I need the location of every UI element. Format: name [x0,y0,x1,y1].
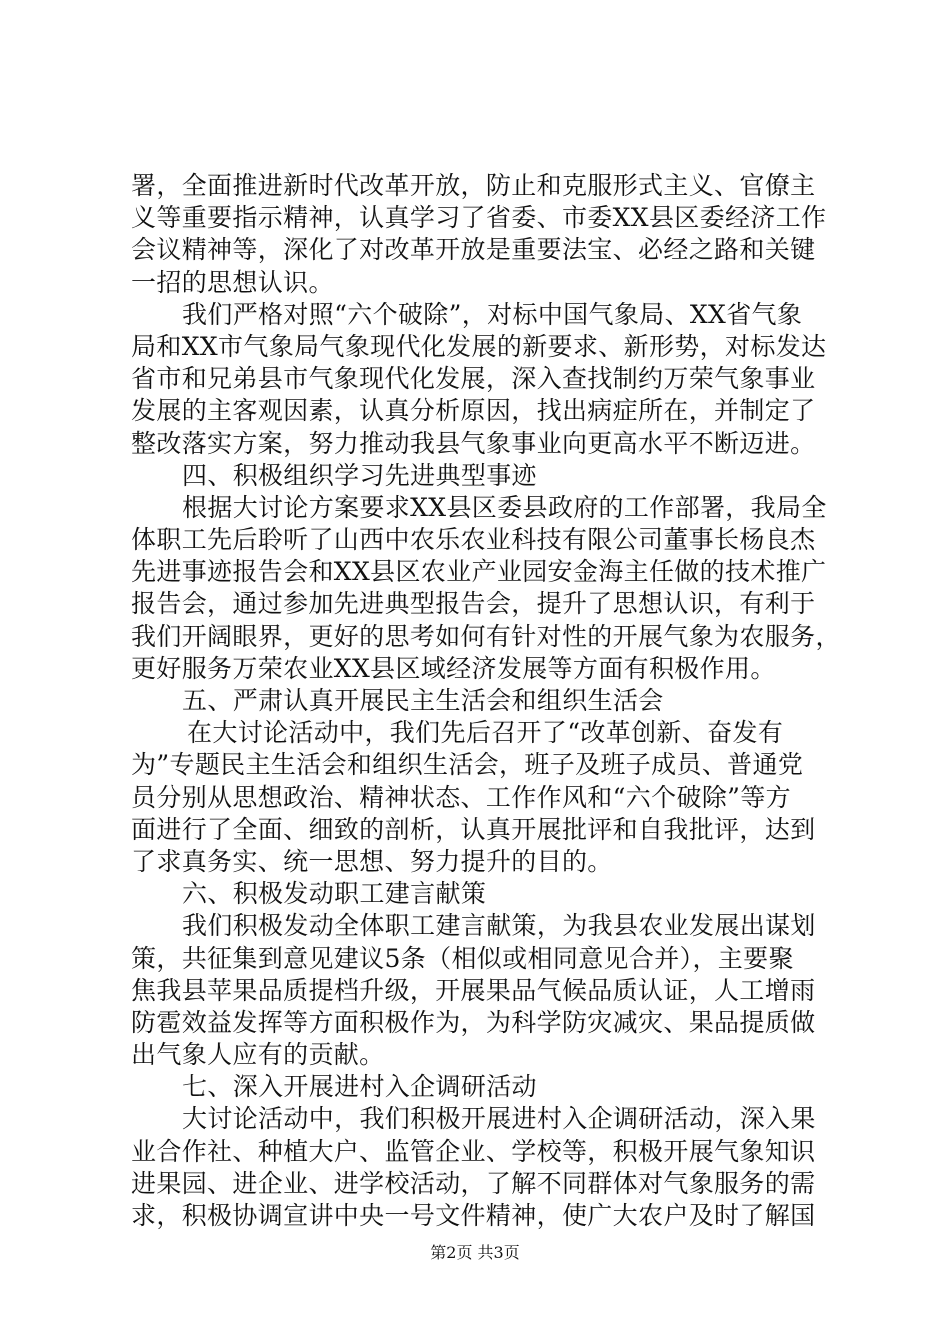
text-line: 焦我县苹果品质提档升级，开展果品气候品质认证，人工增雨 [131,975,816,1005]
section-heading: 六、积极发动职工建言献策 [182,879,487,909]
text-line: 一招的思想认识。 [131,267,334,297]
text-line: 先进事迹报告会和XX县区农业产业园安金海主任做的技术推广 [131,557,827,587]
text-line: 在大讨论活动中，我们先后召开了“改革创新、奋发有 [187,718,784,748]
section-heading: 四、积极组织学习先进典型事迹 [182,460,537,490]
text-line: 防雹效益发挥等方面积极作为，为科学防灾减灾、果品提质做 [131,1007,816,1037]
text-line: 局和XX市气象局气象现代化发展的新要求、新形势，对标发达 [131,331,827,361]
text-line: 我们开阔眼界，更好的思考如何有针对性的开展气象为农服务， [131,621,841,651]
page-footer: 第2页 共3页 [430,1243,520,1262]
text-line: 大讨论活动中，我们积极开展进村入企调研活动，深入果 [182,1104,816,1134]
text-line: 我们严格对照“六个破除”，对标中国气象局、XX省气象 [182,299,803,329]
text-line: 出气象人应有的贡献。 [131,1040,385,1070]
section-heading: 五、严肃认真开展民主生活会和组织生活会 [182,686,664,715]
text-line: 会议精神等，深化了对改革开放是重要法宝、必经之路和关键 [131,235,816,265]
text-line: 进果园、进企业、进学校活动，了解不同群体对气象服务的需 [131,1168,816,1198]
text-line: 发展的主客观因素，认真分析原因，找出病症所在，并制定了 [131,396,816,426]
text-line: 员分别从思想政治、精神状态、工作作风和“六个破除”等方 [131,782,792,812]
text-line: 更好服务万荣农业XX县区域经济发展等方面有积极作用。 [131,653,776,683]
text-line: 我们积极发动全体职工建言献策，为我县农业发展出谋划 [182,911,816,941]
document-body [131,170,841,1232]
text-line: 求，积极协调宣讲中央一号文件精神，使广大农户及时了解国 [131,1201,816,1230]
text-line: 义等重要指示精神，认真学习了省委、市委XX县区委经济工作 [131,203,827,233]
text-line: 面进行了全面、细致的剖析，认真开展批评和自我批评，达到 [131,814,816,844]
text-line: 报告会，通过参加先进典型报告会，提升了思想认识，有利于 [131,589,816,619]
section-heading: 七、深入开展进村入企调研活动 [182,1072,537,1102]
text-line: 体职工先后聆听了山西中农乐农业科技有限公司董事长杨良杰 [131,525,816,555]
text-line: 根据大讨论方案要求XX县区委县政府的工作部署，我局全 [182,492,827,522]
text-line: 整改落实方案，努力推动我县气象事业向更高水平不断迈进。 [131,428,816,458]
text-line: 了求真务实、统一思想、努力提升的目的。 [131,846,613,876]
text-line: 为”专题民主生活会和组织生活会，班子及班子成员、普通党 [131,750,804,780]
text-line: 省市和兄弟县市气象现代化发展，深入查找制约万荣气象事业 [131,364,816,394]
text-line: 策，共征集到意见建议5条（相似或相同意见合并），主要聚 [131,943,794,973]
text-line: 业合作社、种植大户、监管企业、学校等，积极开展气象知识 [131,1136,816,1166]
text-line: 署，全面推进新时代改革开放，防止和克服形式主义、官僚主 [131,171,816,200]
